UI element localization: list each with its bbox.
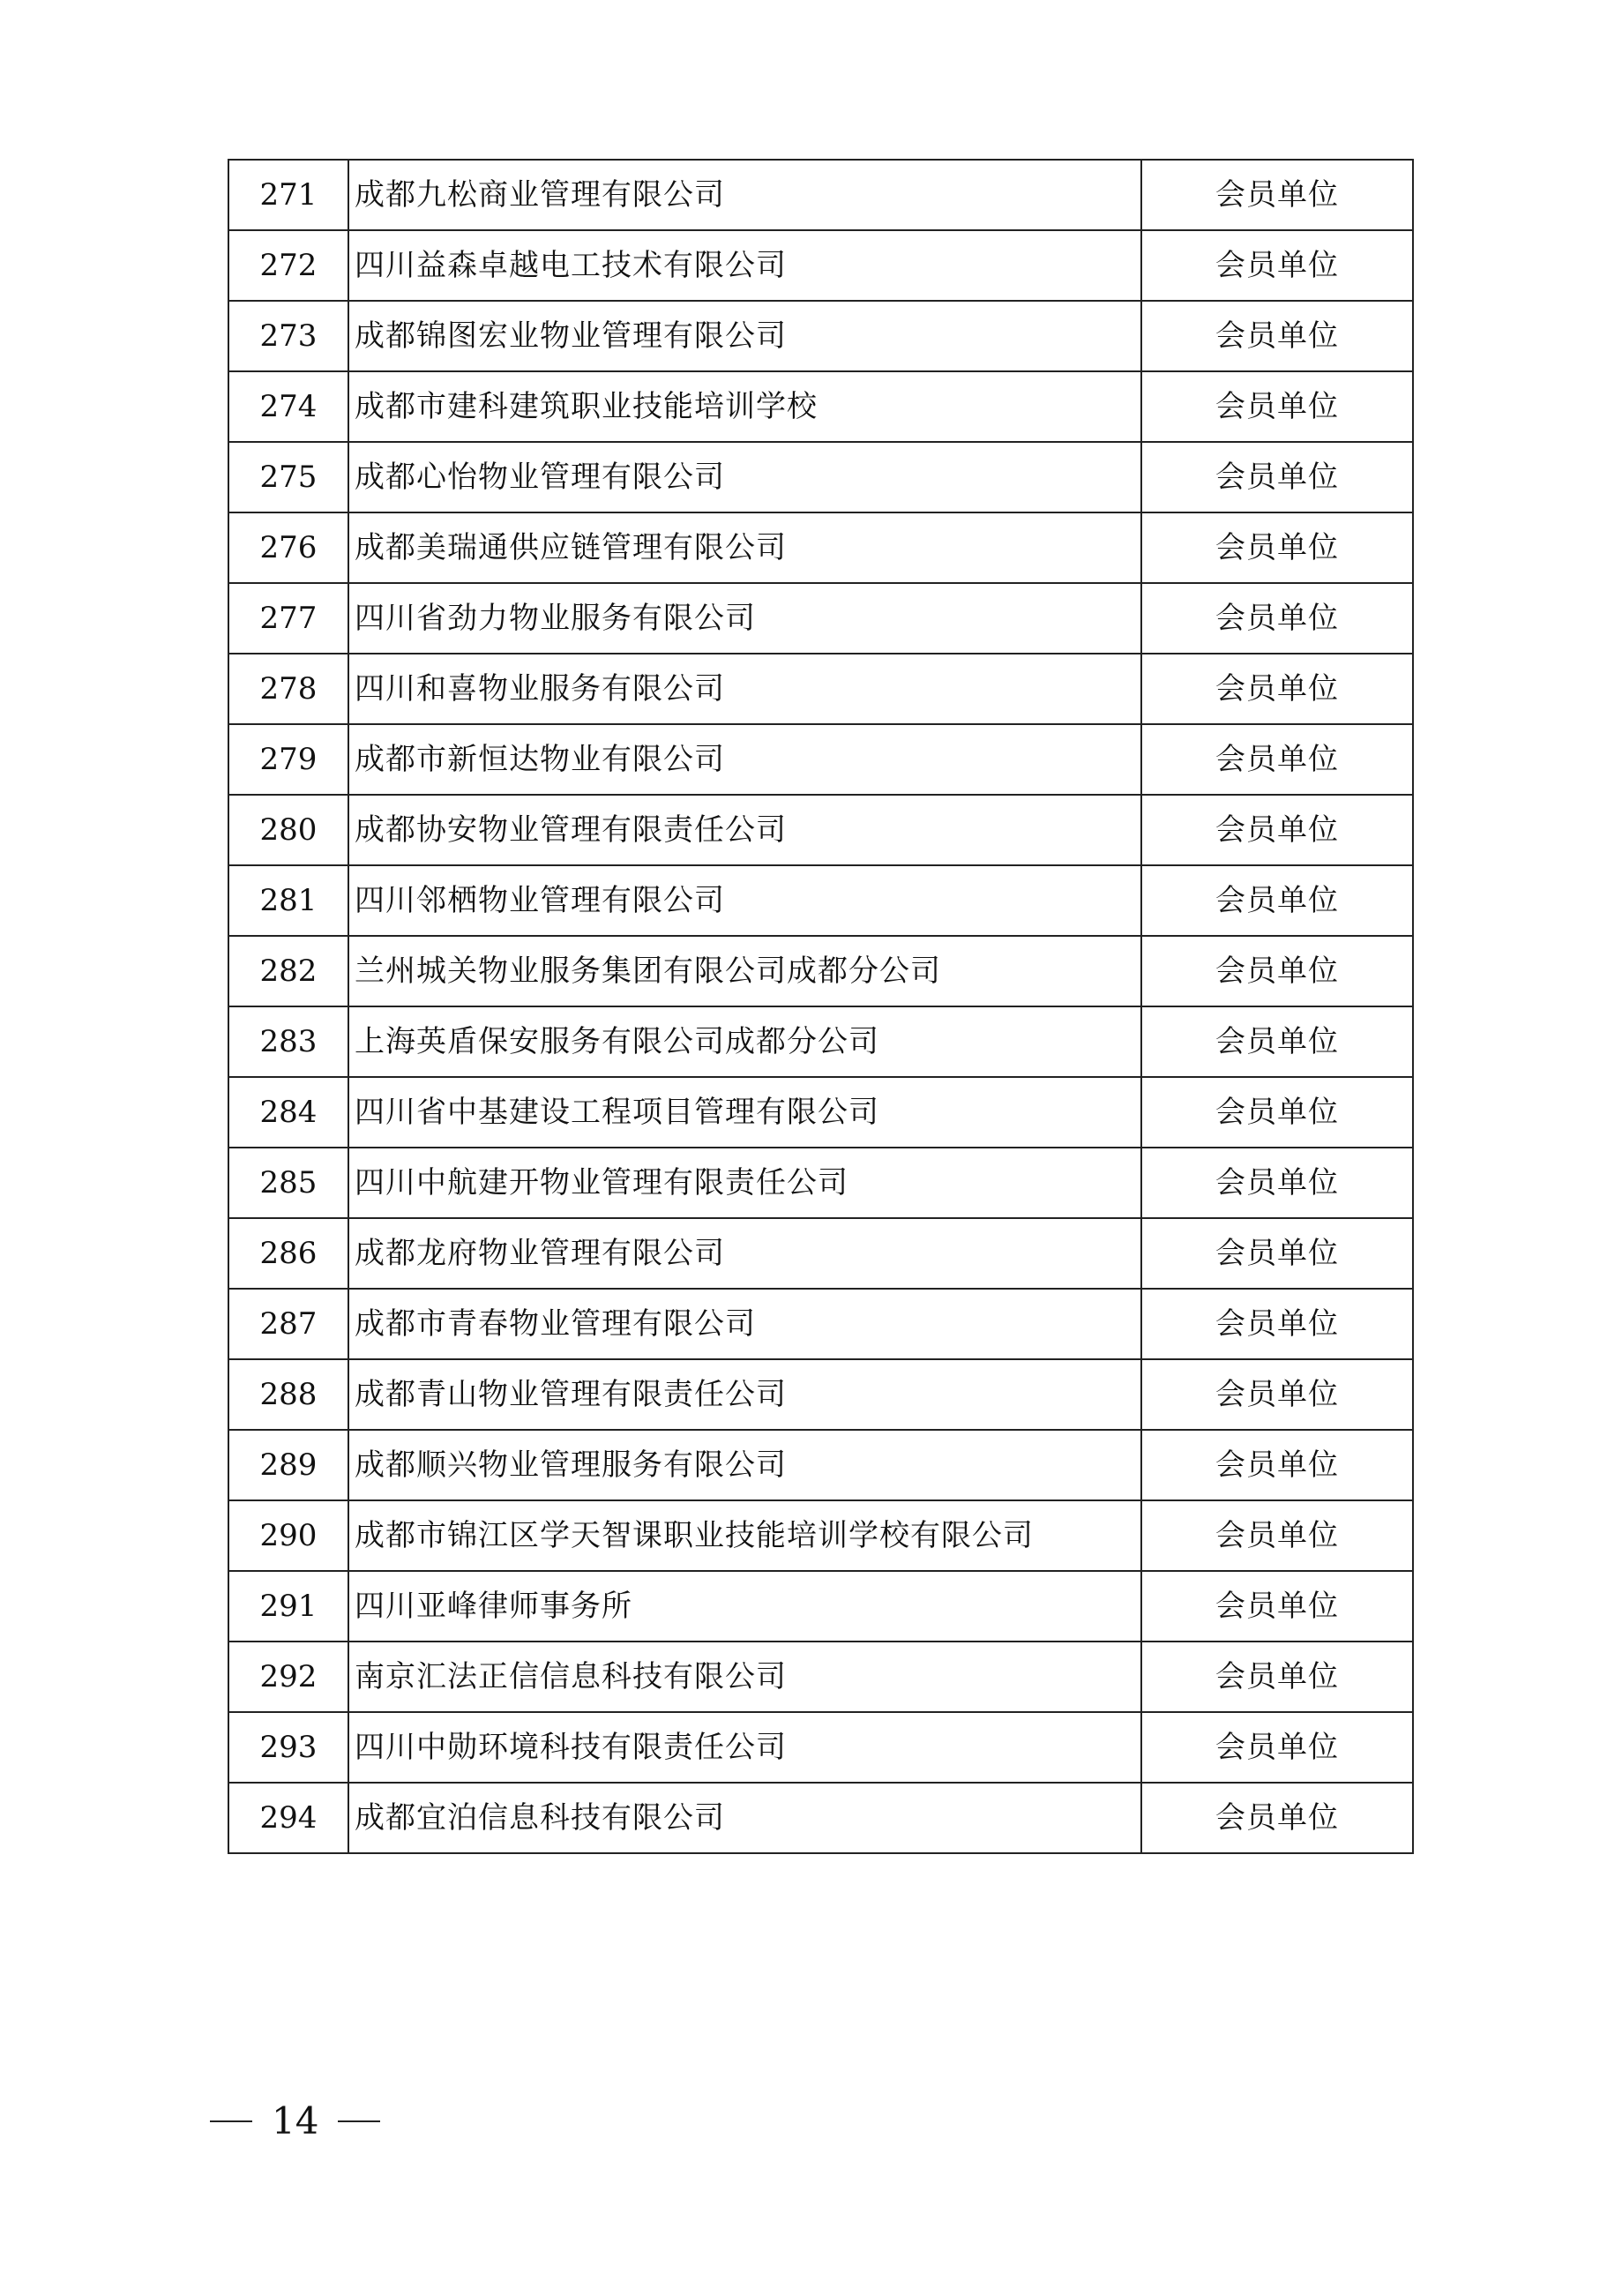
member-type: 会员单位 — [1141, 301, 1413, 371]
table-row — [228, 1359, 1413, 1430]
company-name: 四川省中基建设工程项目管理有限公司 — [348, 1077, 1141, 1148]
member-type: 会员单位 — [1141, 724, 1413, 795]
table-row — [228, 1783, 1413, 1853]
company-name: 成都市建科建筑职业技能培训学校 — [348, 371, 1141, 442]
table-row — [228, 301, 1413, 371]
table-row — [228, 936, 1413, 1006]
row-number: 276 — [228, 512, 348, 583]
company-name: 四川亚峰律师事务所 — [348, 1571, 1141, 1642]
company-name: 成都市锦江区学天智课职业技能培训学校有限公司 — [348, 1500, 1141, 1571]
company-name: 四川中航建开物业管理有限责任公司 — [348, 1148, 1141, 1218]
member-type: 会员单位 — [1141, 1712, 1413, 1783]
row-number: 290 — [228, 1500, 348, 1571]
company-name: 南京汇法正信信息科技有限公司 — [348, 1642, 1141, 1712]
row-number: 288 — [228, 1359, 348, 1430]
member-type: 会员单位 — [1141, 160, 1413, 230]
row-number: 294 — [228, 1783, 348, 1853]
member-type: 会员单位 — [1141, 1571, 1413, 1642]
right-dash — [338, 2120, 380, 2122]
member-type: 会员单位 — [1141, 1006, 1413, 1077]
table-row — [228, 442, 1413, 512]
row-number: 287 — [228, 1289, 348, 1359]
table-row — [228, 1500, 1413, 1571]
table-row — [228, 230, 1413, 301]
company-name: 四川省劲力物业服务有限公司 — [348, 583, 1141, 654]
row-number: 286 — [228, 1218, 348, 1289]
member-type: 会员单位 — [1141, 936, 1413, 1006]
table-row — [228, 724, 1413, 795]
row-number: 273 — [228, 301, 348, 371]
page-footer — [210, 2099, 380, 2143]
company-name: 成都九松商业管理有限公司 — [348, 160, 1141, 230]
member-type: 会员单位 — [1141, 583, 1413, 654]
member-type: 会员单位 — [1141, 1500, 1413, 1571]
row-number: 293 — [228, 1712, 348, 1783]
company-name: 成都宜泊信息科技有限公司 — [348, 1783, 1141, 1853]
company-name: 成都美瑞通供应链管理有限公司 — [348, 512, 1141, 583]
table-row — [228, 160, 1413, 230]
company-name: 成都锦图宏业物业管理有限公司 — [348, 301, 1141, 371]
table-row — [228, 1218, 1413, 1289]
table-row — [228, 1571, 1413, 1642]
table-row — [228, 583, 1413, 654]
member-type: 会员单位 — [1141, 1430, 1413, 1500]
table-row — [228, 1077, 1413, 1148]
member-type: 会员单位 — [1141, 865, 1413, 936]
row-number: 271 — [228, 160, 348, 230]
member-type: 会员单位 — [1141, 1289, 1413, 1359]
member-type: 会员单位 — [1141, 230, 1413, 301]
row-number: 272 — [228, 230, 348, 301]
company-name: 成都协安物业管理有限责任公司 — [348, 795, 1141, 865]
company-name: 四川益森卓越电工技术有限公司 — [348, 230, 1141, 301]
company-name: 成都青山物业管理有限责任公司 — [348, 1359, 1141, 1430]
company-name: 成都市新恒达物业有限公司 — [348, 724, 1141, 795]
row-number: 275 — [228, 442, 348, 512]
member-type: 会员单位 — [1141, 795, 1413, 865]
row-number: 291 — [228, 1571, 348, 1642]
company-name: 四川中勋环境科技有限责任公司 — [348, 1712, 1141, 1783]
table-row — [228, 1148, 1413, 1218]
member-type: 会员单位 — [1141, 1783, 1413, 1853]
member-type: 会员单位 — [1141, 1642, 1413, 1712]
table-row — [228, 371, 1413, 442]
row-number: 285 — [228, 1148, 348, 1218]
row-number: 283 — [228, 1006, 348, 1077]
company-name: 成都市青春物业管理有限公司 — [348, 1289, 1141, 1359]
table-row — [228, 654, 1413, 724]
member-type: 会员单位 — [1141, 1359, 1413, 1430]
company-name: 成都心怡物业管理有限公司 — [348, 442, 1141, 512]
member-type: 会员单位 — [1141, 1218, 1413, 1289]
row-number: 282 — [228, 936, 348, 1006]
member-type: 会员单位 — [1141, 1077, 1413, 1148]
company-name: 四川和喜物业服务有限公司 — [348, 654, 1141, 724]
table-row — [228, 1006, 1413, 1077]
company-name: 上海英盾保安服务有限公司成都分公司 — [348, 1006, 1141, 1077]
table-row — [228, 1712, 1413, 1783]
row-number: 274 — [228, 371, 348, 442]
page-number: 14 — [272, 2099, 319, 2143]
table-row — [228, 865, 1413, 936]
row-number: 279 — [228, 724, 348, 795]
member-type: 会员单位 — [1141, 442, 1413, 512]
table-row — [228, 1642, 1413, 1712]
row-number: 292 — [228, 1642, 348, 1712]
table-row — [228, 795, 1413, 865]
row-number: 289 — [228, 1430, 348, 1500]
table-row — [228, 1430, 1413, 1500]
row-number: 284 — [228, 1077, 348, 1148]
company-name: 四川邻栖物业管理有限公司 — [348, 865, 1141, 936]
member-table — [228, 159, 1414, 1854]
member-type: 会员单位 — [1141, 654, 1413, 724]
company-name: 兰州城关物业服务集团有限公司成都分公司 — [348, 936, 1141, 1006]
member-type: 会员单位 — [1141, 512, 1413, 583]
table-row — [228, 1289, 1413, 1359]
member-table-body — [228, 160, 1413, 1853]
member-type: 会员单位 — [1141, 371, 1413, 442]
company-name: 成都顺兴物业管理服务有限公司 — [348, 1430, 1141, 1500]
row-number: 278 — [228, 654, 348, 724]
table-row — [228, 512, 1413, 583]
row-number: 280 — [228, 795, 348, 865]
row-number: 281 — [228, 865, 348, 936]
member-type: 会员单位 — [1141, 1148, 1413, 1218]
row-number: 277 — [228, 583, 348, 654]
company-name: 成都龙府物业管理有限公司 — [348, 1218, 1141, 1289]
left-dash — [210, 2120, 252, 2122]
